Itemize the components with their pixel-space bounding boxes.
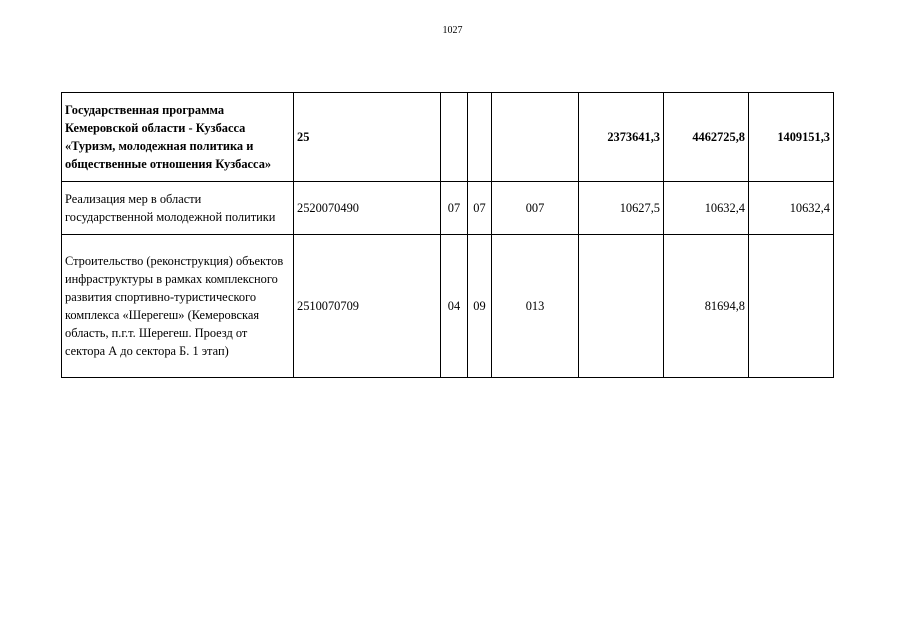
target-code-cell: 2520070490 — [294, 182, 441, 235]
target-code-cell: 25 — [294, 93, 441, 182]
budget-table — [61, 92, 834, 378]
amount-year2-cell: 81694,8 — [664, 235, 749, 378]
amount-year2-cell: 4462725,8 — [664, 93, 749, 182]
subsection-cell: 09 — [468, 235, 492, 378]
subsection-cell: 07 — [468, 182, 492, 235]
program-name-cell: Строительство (реконструкция) объектов инфраструктуры в рамках комплексного развития спортивно-туристического комплекса «Шерегеш» (Кемеровская область, п.г.т. Шерегеш. Проезд от сектора А до сектора Б. 1 этап) — [62, 235, 294, 378]
section-cell: 04 — [441, 235, 468, 378]
amount-year2-cell: 10632,4 — [664, 182, 749, 235]
amount-year3-cell: 1409151,3 — [749, 93, 834, 182]
subsection-cell — [468, 93, 492, 182]
amount-year3-cell — [749, 235, 834, 378]
amount-year1-cell — [579, 235, 664, 378]
expense-type-cell: 013 — [492, 235, 579, 378]
target-code-cell: 2510070709 — [294, 235, 441, 378]
amount-year3-cell: 10632,4 — [749, 182, 834, 235]
expense-type-cell — [492, 93, 579, 182]
expense-type-cell: 007 — [492, 182, 579, 235]
table-row — [62, 93, 834, 182]
page-number: 1027 — [442, 25, 463, 36]
table-row — [62, 235, 834, 378]
section-cell — [441, 93, 468, 182]
program-name-cell: Реализация мер в области государственной молодежной политики — [62, 182, 294, 235]
amount-year1-cell: 10627,5 — [579, 182, 664, 235]
amount-year1-cell: 2373641,3 — [579, 93, 664, 182]
table-row — [62, 182, 834, 235]
section-cell: 07 — [441, 182, 468, 235]
program-name-cell: Государственная программа Кемеровской области - Кузбасса «Туризм, молодежная политика и общественные отношения Кузбасса» — [62, 93, 294, 182]
